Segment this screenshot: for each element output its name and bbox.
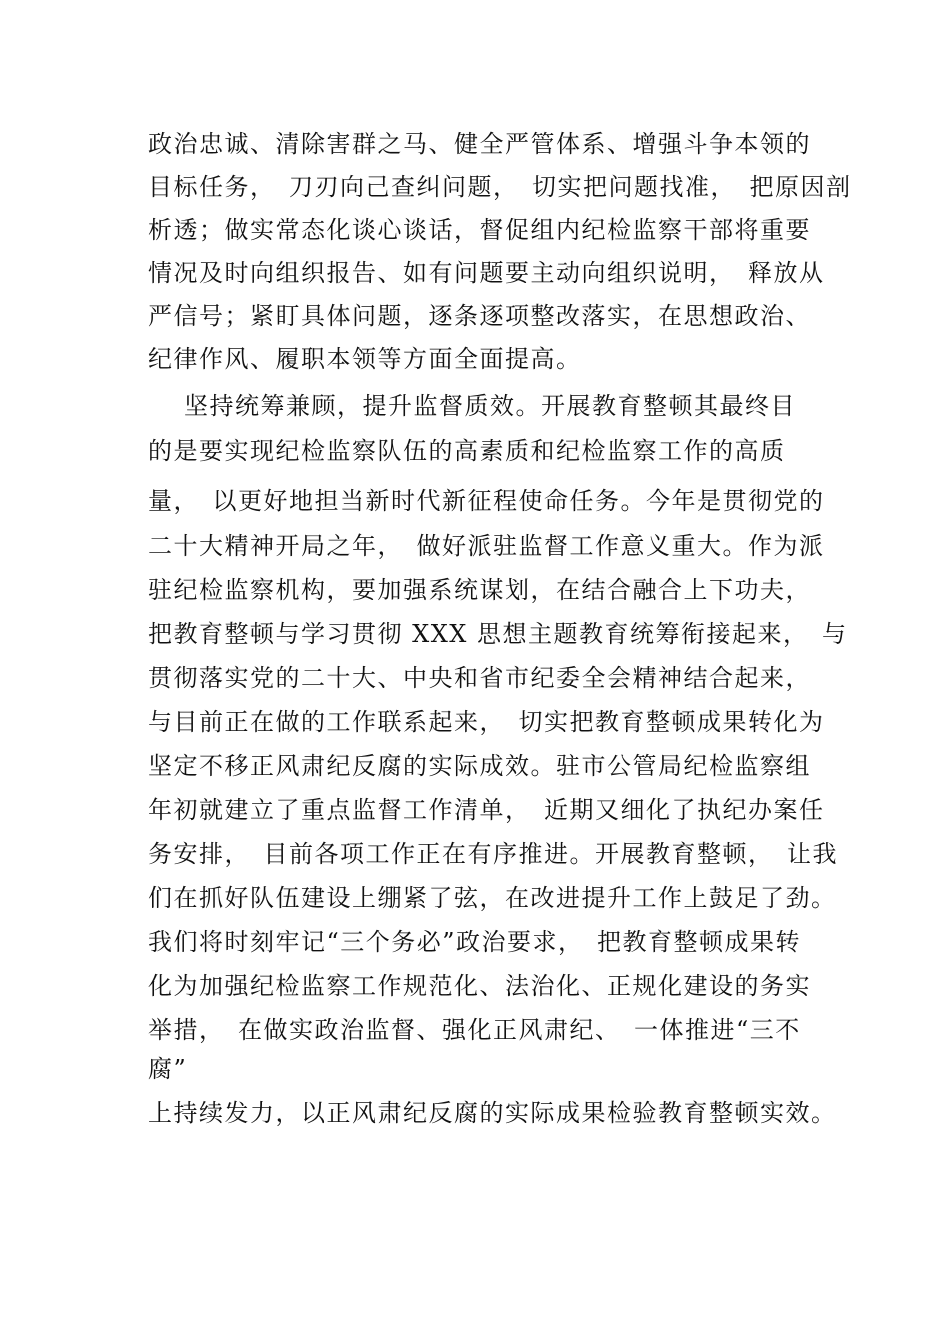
text-line: 二十大精神开局之年， 做好派驻监督工作意义重大。作为派 <box>148 532 825 560</box>
text-line: 务安排， 目前各项工作正在有序推进。开展教育整顿， 让我 <box>148 840 838 868</box>
text-line: 与目前正在做的工作联系起来， 切实把教育整顿成果转化为 <box>148 708 825 736</box>
text-line: 化为加强纪检监察工作规范化、法治化、正规化建设的务实 <box>148 972 811 1000</box>
text-line: 驻纪检监察机构，要加强系统谋划，在结合融合上下功夫， <box>148 576 811 604</box>
text-line: 年初就建立了重点监督工作清单， 近期又细化了执纪办案任 <box>148 796 825 824</box>
text-line: 纪律作风、履职本领等方面全面提高。 <box>148 345 582 373</box>
text-line: 把教育整顿与学习贯彻 XXX 思想主题教育统筹衔接起来， 与 <box>148 620 848 648</box>
text-line: 举措， 在做实政治监督、强化正风肃纪、 一体推进“三不 <box>148 1016 801 1044</box>
text-line: 腐” <box>148 1055 188 1083</box>
text-line: 的是要实现纪检监察队伍的高素质和纪检监察工作的高质 <box>148 437 786 465</box>
text-line: 情况及时向组织报告、如有问题要主动向组织说明， 释放从 <box>148 259 825 287</box>
text-line: 们在抓好队伍建设上绷紧了弦，在改进提升工作上鼓足了劲。 <box>148 884 837 912</box>
text-line: 坚定不移正风肃纪反腐的实际成效。驻市公管局纪检监察组 <box>148 752 811 780</box>
text-line: 贯彻落实党的二十大、中央和省市纪委全会精神结合起来， <box>148 664 811 692</box>
text-line: 析透；做实常态化谈心谈话，督促组内纪检监察干部将重要 <box>148 216 811 244</box>
text-line: 政治忠诚、清除害群之马、健全严管体系、增强斗争本领的 <box>148 130 811 158</box>
text-line: 目标任务， 刀刃向己查纠问题， 切实把问题找准， 把原因剖 <box>148 173 852 201</box>
text-line: 我们将时刻牢记“三个务必”政治要求， 把教育整顿成果转 <box>148 928 802 956</box>
text-line: 上持续发力，以正风肃纪反腐的实际成果检验教育整顿实效。 <box>148 1099 837 1127</box>
text-line: 严信号；紧盯具体问题，逐条逐项整改落实，在思想政治、 <box>148 302 811 330</box>
text-line: 量， 以更好地担当新时代新征程使命任务。今年是贯彻党的 <box>148 487 825 515</box>
text-line: 坚持统筹兼顾，提升监督质效。开展教育整顿其最终目 <box>184 392 796 420</box>
